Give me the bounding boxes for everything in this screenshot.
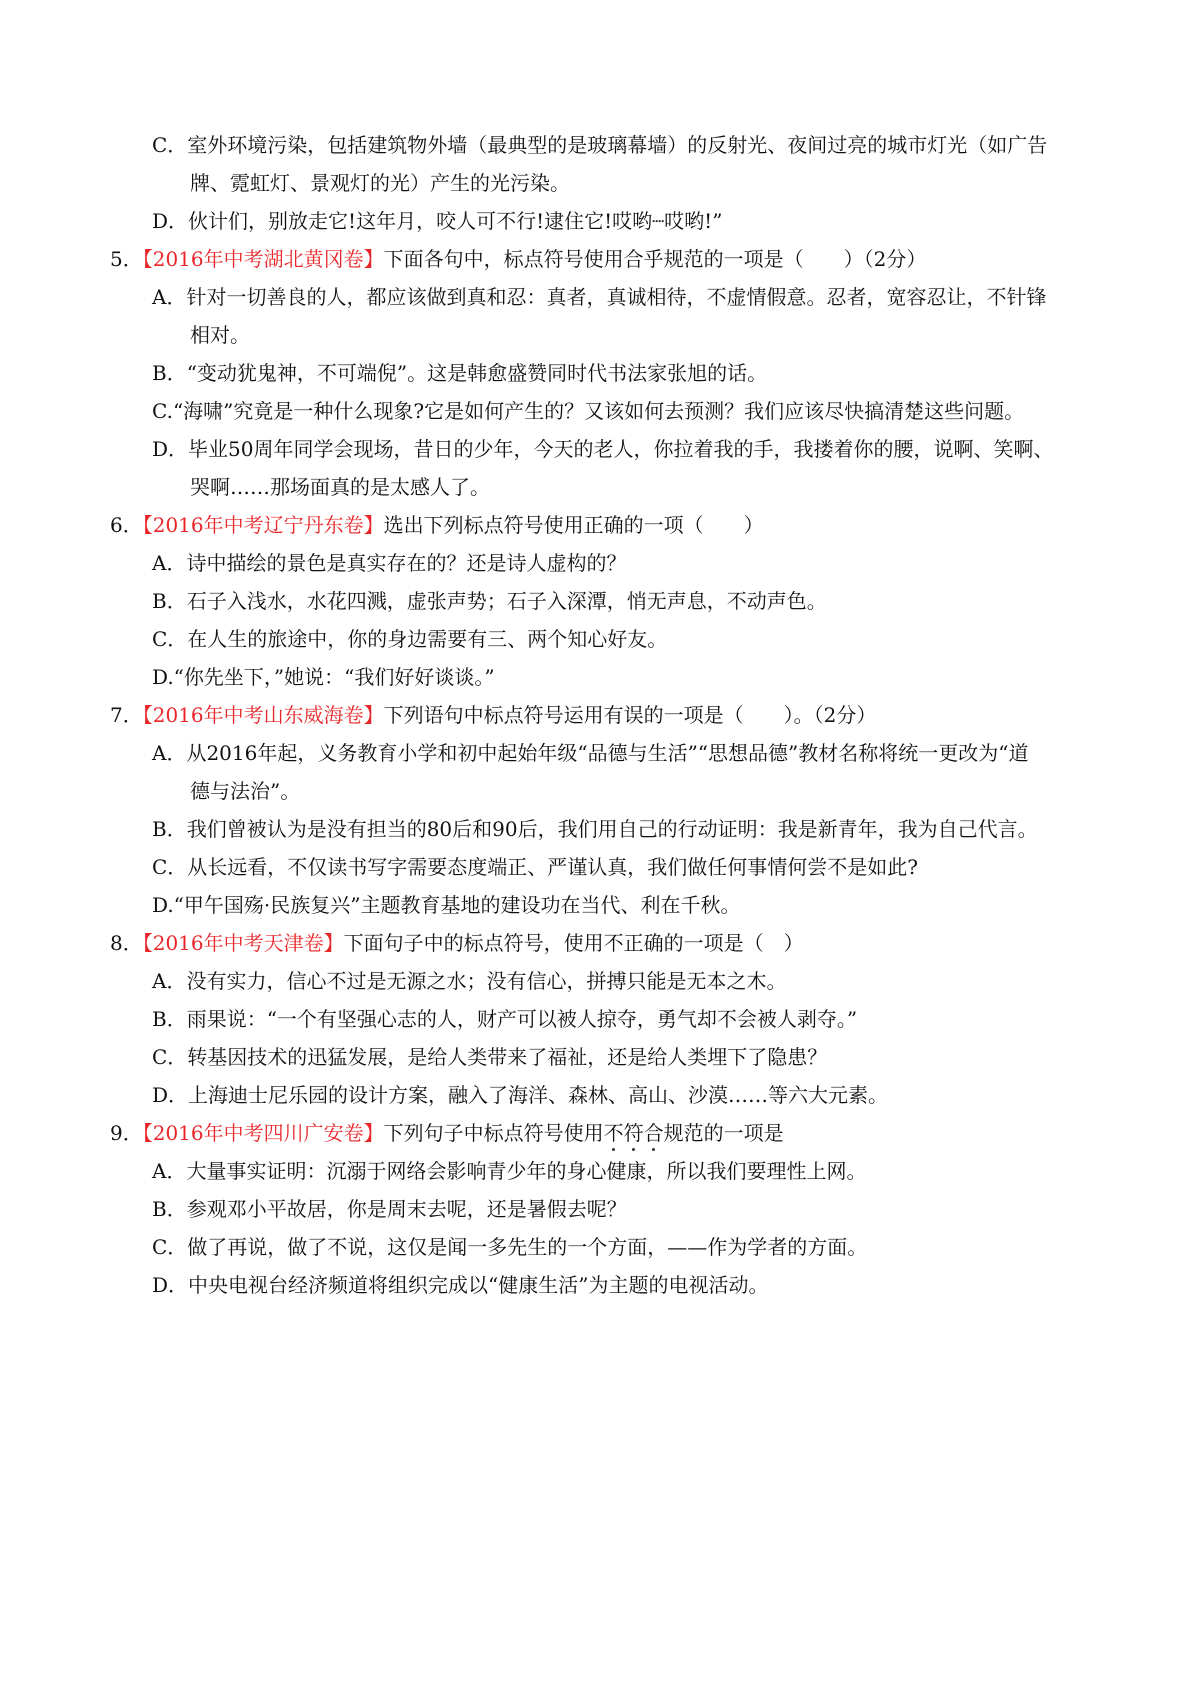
option-continuation: 牌、霓虹灯、景观灯的光）产生的光污染。 [190, 171, 570, 195]
option-line: D．毕业50周年同学会现场，昔日的少年，今天的老人，你拉着我的手，我搂着你的腰，说啊、笑啊、 [152, 437, 1054, 461]
question-5 [110, 245, 926, 273]
question-stem-tail: 规范的一项是 [663, 1121, 784, 1145]
question-stem: 选出下列标点符号使用正确的一项（ ） [383, 513, 764, 537]
question-source: 【2016年中考辽宁丹东卷】 [142, 513, 384, 537]
option-line: C．在人生的旅途中，你的身边需要有三、两个知心好友。 [152, 627, 668, 651]
option-line: D.“你先坐下，”她说：“我们好好谈谈。” [152, 665, 495, 689]
option-line: B．我们曾被认为是没有担当的80后和90后，我们用自己的行动证明：我是新青年，我为自己代言。 [152, 817, 1038, 841]
question-number: 9． [110, 1121, 143, 1145]
question-number: 7． [110, 703, 143, 727]
question-stem: 下列句子中标点符号使用 [383, 1121, 604, 1145]
question-stem: 下列语句中标点符号运用有误的一项是（ ）。（2分） [383, 703, 877, 727]
option-line: B．雨果说：“一个有坚强心志的人，财产可以被人掠夺，勇气却不会被人剥夺。” [152, 1007, 858, 1031]
question-number: 5． [110, 247, 143, 271]
option-line: A．针对一切善良的人，都应该做到真和忍：真者，真诚相待，不虚情假意。忍者，宽容忍让，不针锋 [152, 285, 1047, 309]
question-source: 【2016年中考四川广安卷】 [142, 1121, 384, 1145]
question-source: 【2016年中考湖北黄冈卷】 [142, 247, 384, 271]
option-line: C．室外环境污染，包括建筑物外墙（最典型的是玻璃幕墙）的反射光、夜间过亮的城市灯光（如广告 [152, 133, 1048, 157]
option-line: C.“海啸”究竟是一种什么现象?它是如何产生的？又该如何去预测？我们应该尽快搞清楚这些问题。 [152, 399, 1025, 423]
question-source: 【2016年中考山东威海卷】 [142, 703, 384, 727]
option-line: A．没有实力，信心不过是无源之水；没有信心，拼搏只能是无本之木。 [152, 969, 787, 993]
question-6 [110, 511, 764, 539]
question-9 [110, 1119, 784, 1147]
option-line: B．参观邓小平故居，你是周末去呢，还是暑假去呢？ [152, 1197, 627, 1221]
option-line: C．从长远看，不仅读书写字需要态度端正、严谨认真，我们做任何事情何尝不是如此? [152, 855, 919, 879]
question-source: 【2016年中考天津卷】 [142, 931, 344, 955]
question-stem: 下面句子中的标点符号，使用不正确的一项是（ ） [343, 931, 804, 955]
question-stem: 下面各句中，标点符号使用合乎规范的一项是（ ）（2分） [383, 247, 927, 271]
option-line: C．转基因技术的迅猛发展，是给人类带来了福祉，还是给人类埋下了隐患？ [152, 1045, 828, 1069]
option-line: D．上海迪士尼乐园的设计方案，融入了海洋、森林、高山、沙漠……等六大元素。 [152, 1083, 889, 1107]
option-line: D．伙计们，别放走它!这年月，咬人可不行!逮住它!哎哟┈哎哟!” [152, 209, 723, 233]
question-8 [110, 929, 804, 957]
question-number: 6． [110, 513, 143, 537]
option-line: A．大量事实证明：沉溺于网络会影响青少年的身心健康，所以我们要理性上网。 [152, 1159, 867, 1183]
option-line: A．从2016年起，义务教育小学和初中起始年级“品德与生活”“思想品德”教材名称将统一更改为“道 [152, 741, 1029, 765]
option-continuation: 相对。 [190, 323, 250, 347]
option-line: B．“变动犹鬼神，不可端倪”。这是韩愈盛赞同时代书法家张旭的话。 [152, 361, 768, 385]
option-line: D．中央电视台经济频道将组织完成以“健康生活”为主题的电视活动。 [152, 1273, 769, 1297]
option-continuation: 哭啊……那场面真的是太感人了。 [190, 475, 490, 499]
option-continuation: 德与法治”。 [190, 779, 301, 803]
emphasis-text: 不符合 [603, 1121, 664, 1145]
option-line: D.“甲午国殇·民族复兴”主题教育基地的建设功在当代、利在千秋。 [152, 893, 741, 917]
question-7 [110, 701, 876, 729]
question-number: 8． [110, 931, 143, 955]
option-line: C．做了再说，做了不说，这仅是闻一多先生的一个方面，——作为学者的方面。 [152, 1235, 868, 1259]
option-line: B．石子入浅水，水花四溅，虚张声势；石子入深潭，悄无声息，不动声色。 [152, 589, 827, 613]
option-line: A．诗中描绘的景色是真实存在的？还是诗人虚构的？ [152, 551, 627, 575]
